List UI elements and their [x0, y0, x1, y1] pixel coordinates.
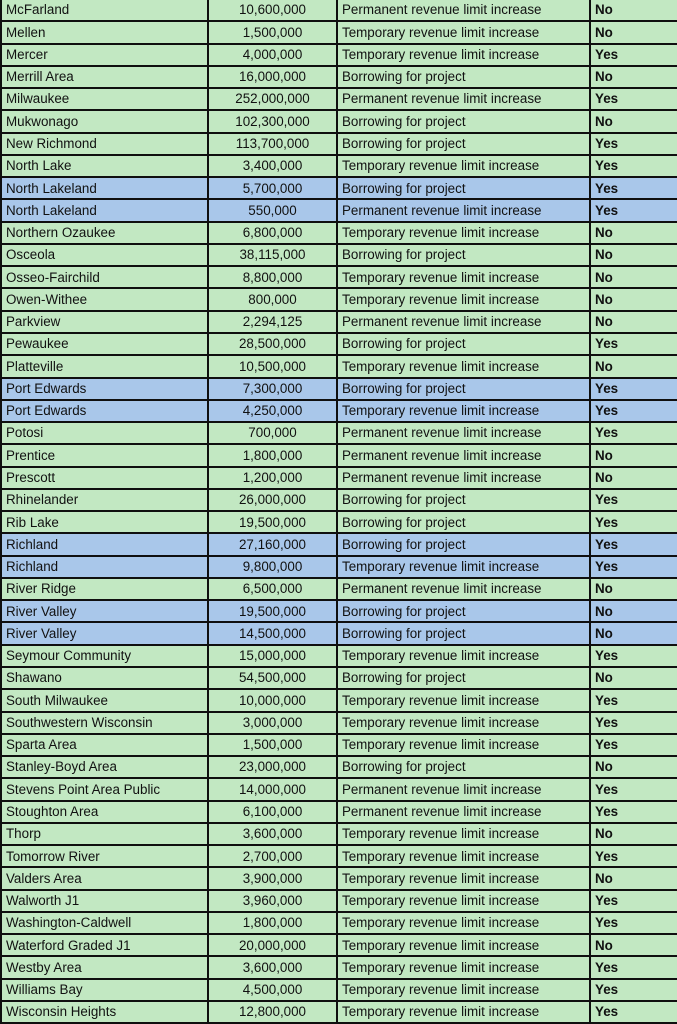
table-row[interactable] — [1, 845, 677, 867]
passed-cell: No — [590, 244, 677, 266]
purpose-cell: Temporary revenue limit increase — [337, 979, 590, 1001]
table-row[interactable] — [1, 266, 677, 288]
table-row[interactable] — [1, 355, 677, 377]
table-row[interactable] — [1, 956, 677, 978]
passed-cell: Yes — [590, 155, 677, 177]
passed-cell: Yes — [590, 712, 677, 734]
purpose-cell: Temporary revenue limit increase — [337, 222, 590, 244]
purpose-cell: Temporary revenue limit increase — [337, 266, 590, 288]
district-cell: Potosi — [1, 422, 208, 444]
district-cell: Sparta Area — [1, 734, 208, 756]
table-row[interactable] — [1, 21, 677, 43]
district-cell: Stevens Point Area Public — [1, 778, 208, 800]
district-cell: Tomorrow River — [1, 845, 208, 867]
table-row[interactable] — [1, 533, 677, 555]
district-cell: Prescott — [1, 467, 208, 489]
purpose-cell: Borrowing for project — [337, 66, 590, 88]
district-cell: Port Edwards — [1, 378, 208, 400]
passed-cell: No — [590, 266, 677, 288]
purpose-cell: Borrowing for project — [337, 110, 590, 132]
purpose-cell: Permanent revenue limit increase — [337, 801, 590, 823]
district-cell: Parkview — [1, 311, 208, 333]
purpose-cell: Temporary revenue limit increase — [337, 21, 590, 43]
passed-cell: Yes — [590, 177, 677, 199]
purpose-cell: Permanent revenue limit increase — [337, 311, 590, 333]
amount-cell: 6,800,000 — [208, 222, 337, 244]
amount-cell: 4,250,000 — [208, 400, 337, 422]
table-row[interactable] — [1, 622, 677, 644]
amount-cell: 1,800,000 — [208, 912, 337, 934]
purpose-cell: Temporary revenue limit increase — [337, 867, 590, 889]
purpose-cell: Borrowing for project — [337, 667, 590, 689]
passed-cell: No — [590, 600, 677, 622]
amount-cell: 20,000,000 — [208, 934, 337, 956]
amount-cell: 6,500,000 — [208, 578, 337, 600]
district-cell: Merrill Area — [1, 66, 208, 88]
passed-cell: Yes — [590, 645, 677, 667]
district-cell: North Lakeland — [1, 177, 208, 199]
passed-cell: No — [590, 467, 677, 489]
amount-cell: 8,800,000 — [208, 266, 337, 288]
district-cell: Mellen — [1, 21, 208, 43]
purpose-cell: Permanent revenue limit increase — [337, 444, 590, 466]
amount-cell: 1,200,000 — [208, 467, 337, 489]
table-row[interactable] — [1, 934, 677, 956]
amount-cell: 16,000,000 — [208, 66, 337, 88]
table-row[interactable] — [1, 155, 677, 177]
district-cell: Port Edwards — [1, 400, 208, 422]
district-cell: Mercer — [1, 44, 208, 66]
amount-cell: 102,300,000 — [208, 110, 337, 132]
purpose-cell: Temporary revenue limit increase — [337, 845, 590, 867]
amount-cell: 10,000,000 — [208, 689, 337, 711]
amount-cell: 2,700,000 — [208, 845, 337, 867]
passed-cell: Yes — [590, 778, 677, 800]
table-row[interactable] — [1, 133, 677, 155]
passed-cell: No — [590, 311, 677, 333]
purpose-cell: Temporary revenue limit increase — [337, 1001, 590, 1023]
table-row[interactable] — [1, 400, 677, 422]
district-cell: Mukwonago — [1, 110, 208, 132]
purpose-cell: Temporary revenue limit increase — [337, 934, 590, 956]
passed-cell: Yes — [590, 400, 677, 422]
amount-cell: 2,294,125 — [208, 311, 337, 333]
district-cell: Shawano — [1, 667, 208, 689]
passed-cell: Yes — [590, 133, 677, 155]
purpose-cell: Borrowing for project — [337, 244, 590, 266]
amount-cell: 54,500,000 — [208, 667, 337, 689]
table-row[interactable] — [1, 0, 677, 21]
district-cell: Waterford Graded J1 — [1, 934, 208, 956]
district-cell: River Ridge — [1, 578, 208, 600]
district-cell: Rib Lake — [1, 511, 208, 533]
purpose-cell: Temporary revenue limit increase — [337, 912, 590, 934]
table-row[interactable] — [1, 912, 677, 934]
district-cell: Williams Bay — [1, 979, 208, 1001]
passed-cell: Yes — [590, 890, 677, 912]
amount-cell: 3,600,000 — [208, 823, 337, 845]
purpose-cell: Borrowing for project — [337, 133, 590, 155]
district-cell: Osceola — [1, 244, 208, 266]
district-cell: Osseo-Fairchild — [1, 266, 208, 288]
purpose-cell: Temporary revenue limit increase — [337, 645, 590, 667]
table-row[interactable] — [1, 667, 677, 689]
passed-cell: Yes — [590, 44, 677, 66]
purpose-cell: Temporary revenue limit increase — [337, 44, 590, 66]
passed-cell: No — [590, 222, 677, 244]
district-cell: South Milwaukee — [1, 689, 208, 711]
amount-cell: 4,500,000 — [208, 979, 337, 1001]
district-cell: North Lakeland — [1, 199, 208, 221]
passed-cell: No — [590, 288, 677, 310]
amount-cell: 10,600,000 — [208, 0, 337, 21]
amount-cell: 700,000 — [208, 422, 337, 444]
table-row[interactable] — [1, 378, 677, 400]
amount-cell: 23,000,000 — [208, 756, 337, 778]
district-cell: Thorp — [1, 823, 208, 845]
purpose-cell: Borrowing for project — [337, 756, 590, 778]
amount-cell: 4,000,000 — [208, 44, 337, 66]
passed-cell: Yes — [590, 912, 677, 934]
table-row[interactable] — [1, 444, 677, 466]
table-row[interactable] — [1, 244, 677, 266]
purpose-cell: Temporary revenue limit increase — [337, 400, 590, 422]
district-cell: Wisconsin Heights — [1, 1001, 208, 1023]
amount-cell: 10,500,000 — [208, 355, 337, 377]
table-row[interactable] — [1, 44, 677, 66]
passed-cell: Yes — [590, 1001, 677, 1023]
table-row[interactable] — [1, 712, 677, 734]
table-row[interactable] — [1, 979, 677, 1001]
district-cell: Southwestern Wisconsin — [1, 712, 208, 734]
amount-cell: 3,400,000 — [208, 155, 337, 177]
passed-cell: No — [590, 667, 677, 689]
amount-cell: 19,500,000 — [208, 511, 337, 533]
purpose-cell: Permanent revenue limit increase — [337, 422, 590, 444]
district-cell: Seymour Community — [1, 645, 208, 667]
amount-cell: 38,115,000 — [208, 244, 337, 266]
table-row[interactable] — [1, 778, 677, 800]
amount-cell: 3,000,000 — [208, 712, 337, 734]
passed-cell: No — [590, 756, 677, 778]
table-row[interactable] — [1, 689, 677, 711]
amount-cell: 113,700,000 — [208, 133, 337, 155]
table-row[interactable] — [1, 489, 677, 511]
passed-cell: No — [590, 110, 677, 132]
district-cell: Platteville — [1, 355, 208, 377]
passed-cell: No — [590, 867, 677, 889]
passed-cell: Yes — [590, 533, 677, 555]
table-row[interactable] — [1, 823, 677, 845]
purpose-cell: Borrowing for project — [337, 177, 590, 199]
purpose-cell: Borrowing for project — [337, 489, 590, 511]
purpose-cell: Permanent revenue limit increase — [337, 199, 590, 221]
district-cell: Stoughton Area — [1, 801, 208, 823]
amount-cell: 19,500,000 — [208, 600, 337, 622]
amount-cell: 15,000,000 — [208, 645, 337, 667]
district-cell: Owen-Withee — [1, 288, 208, 310]
amount-cell: 3,960,000 — [208, 890, 337, 912]
purpose-cell: Temporary revenue limit increase — [337, 956, 590, 978]
purpose-cell: Permanent revenue limit increase — [337, 0, 590, 21]
passed-cell: Yes — [590, 199, 677, 221]
passed-cell: Yes — [590, 378, 677, 400]
amount-cell: 550,000 — [208, 199, 337, 221]
passed-cell: No — [590, 444, 677, 466]
amount-cell: 1,500,000 — [208, 21, 337, 43]
district-cell: Valders Area — [1, 867, 208, 889]
passed-cell: No — [590, 622, 677, 644]
district-cell: New Richmond — [1, 133, 208, 155]
purpose-cell: Temporary revenue limit increase — [337, 734, 590, 756]
district-cell: Richland — [1, 533, 208, 555]
table-row[interactable] — [1, 467, 677, 489]
district-cell: Washington-Caldwell — [1, 912, 208, 934]
district-cell: Pewaukee — [1, 333, 208, 355]
purpose-cell: Borrowing for project — [337, 511, 590, 533]
passed-cell: Yes — [590, 511, 677, 533]
purpose-cell: Permanent revenue limit increase — [337, 578, 590, 600]
district-cell: Walworth J1 — [1, 890, 208, 912]
passed-cell: Yes — [590, 801, 677, 823]
amount-cell: 14,500,000 — [208, 622, 337, 644]
purpose-cell: Borrowing for project — [337, 622, 590, 644]
table-row[interactable] — [1, 222, 677, 244]
district-cell: Northern Ozaukee — [1, 222, 208, 244]
passed-cell: No — [590, 934, 677, 956]
amount-cell: 26,000,000 — [208, 489, 337, 511]
passed-cell: Yes — [590, 88, 677, 110]
amount-cell: 7,300,000 — [208, 378, 337, 400]
purpose-cell: Temporary revenue limit increase — [337, 890, 590, 912]
amount-cell: 9,800,000 — [208, 556, 337, 578]
amount-cell: 252,000,000 — [208, 88, 337, 110]
passed-cell: Yes — [590, 489, 677, 511]
purpose-cell: Borrowing for project — [337, 600, 590, 622]
passed-cell: Yes — [590, 956, 677, 978]
district-cell: North Lake — [1, 155, 208, 177]
amount-cell: 3,600,000 — [208, 956, 337, 978]
purpose-cell: Temporary revenue limit increase — [337, 689, 590, 711]
district-cell: McFarland — [1, 0, 208, 21]
amount-cell: 800,000 — [208, 288, 337, 310]
passed-cell: Yes — [590, 333, 677, 355]
passed-cell: No — [590, 578, 677, 600]
amount-cell: 5,700,000 — [208, 177, 337, 199]
table-row[interactable] — [1, 801, 677, 823]
table-row[interactable] — [1, 1001, 677, 1023]
table-row[interactable] — [1, 511, 677, 533]
purpose-cell: Permanent revenue limit increase — [337, 88, 590, 110]
table-row[interactable] — [1, 600, 677, 622]
passed-cell: No — [590, 0, 677, 21]
table-row[interactable] — [1, 645, 677, 667]
district-cell: Rhinelander — [1, 489, 208, 511]
table-row[interactable] — [1, 578, 677, 600]
table-row[interactable] — [1, 890, 677, 912]
purpose-cell: Temporary revenue limit increase — [337, 823, 590, 845]
district-cell: Stanley-Boyd Area — [1, 756, 208, 778]
amount-cell: 1,500,000 — [208, 734, 337, 756]
purpose-cell: Temporary revenue limit increase — [337, 155, 590, 177]
purpose-cell: Temporary revenue limit increase — [337, 556, 590, 578]
district-cell: Westby Area — [1, 956, 208, 978]
passed-cell: No — [590, 66, 677, 88]
table-row[interactable] — [1, 867, 677, 889]
amount-cell: 27,160,000 — [208, 533, 337, 555]
table-row[interactable] — [1, 199, 677, 221]
table-row[interactable] — [1, 66, 677, 88]
table-row[interactable] — [1, 177, 677, 199]
district-cell: River Valley — [1, 600, 208, 622]
table-row[interactable] — [1, 110, 677, 132]
purpose-cell: Temporary revenue limit increase — [337, 712, 590, 734]
table-row[interactable] — [1, 333, 677, 355]
district-cell: Richland — [1, 556, 208, 578]
passed-cell: Yes — [590, 422, 677, 444]
purpose-cell: Permanent revenue limit increase — [337, 778, 590, 800]
amount-cell: 28,500,000 — [208, 333, 337, 355]
passed-cell: Yes — [590, 845, 677, 867]
passed-cell: Yes — [590, 556, 677, 578]
passed-cell: Yes — [590, 689, 677, 711]
table-row[interactable] — [1, 88, 677, 110]
passed-cell: Yes — [590, 734, 677, 756]
amount-cell: 14,000,000 — [208, 778, 337, 800]
table-row[interactable] — [1, 288, 677, 310]
table-row[interactable] — [1, 756, 677, 778]
amount-cell: 12,800,000 — [208, 1001, 337, 1023]
table-body — [1, 0, 677, 1023]
purpose-cell: Borrowing for project — [337, 378, 590, 400]
purpose-cell: Borrowing for project — [337, 533, 590, 555]
table-row[interactable] — [1, 556, 677, 578]
amount-cell: 6,100,000 — [208, 801, 337, 823]
purpose-cell: Permanent revenue limit increase — [337, 467, 590, 489]
purpose-cell: Borrowing for project — [337, 333, 590, 355]
table-row[interactable] — [1, 422, 677, 444]
purpose-cell: Temporary revenue limit increase — [337, 288, 590, 310]
amount-cell: 3,900,000 — [208, 867, 337, 889]
district-cell: Prentice — [1, 444, 208, 466]
district-cell: River Valley — [1, 622, 208, 644]
passed-cell: No — [590, 823, 677, 845]
amount-cell: 1,800,000 — [208, 444, 337, 466]
passed-cell: No — [590, 21, 677, 43]
table-row[interactable] — [1, 311, 677, 333]
purpose-cell: Temporary revenue limit increase — [337, 355, 590, 377]
passed-cell: No — [590, 355, 677, 377]
district-cell: Milwaukee — [1, 88, 208, 110]
passed-cell: Yes — [590, 979, 677, 1001]
table-row[interactable] — [1, 734, 677, 756]
